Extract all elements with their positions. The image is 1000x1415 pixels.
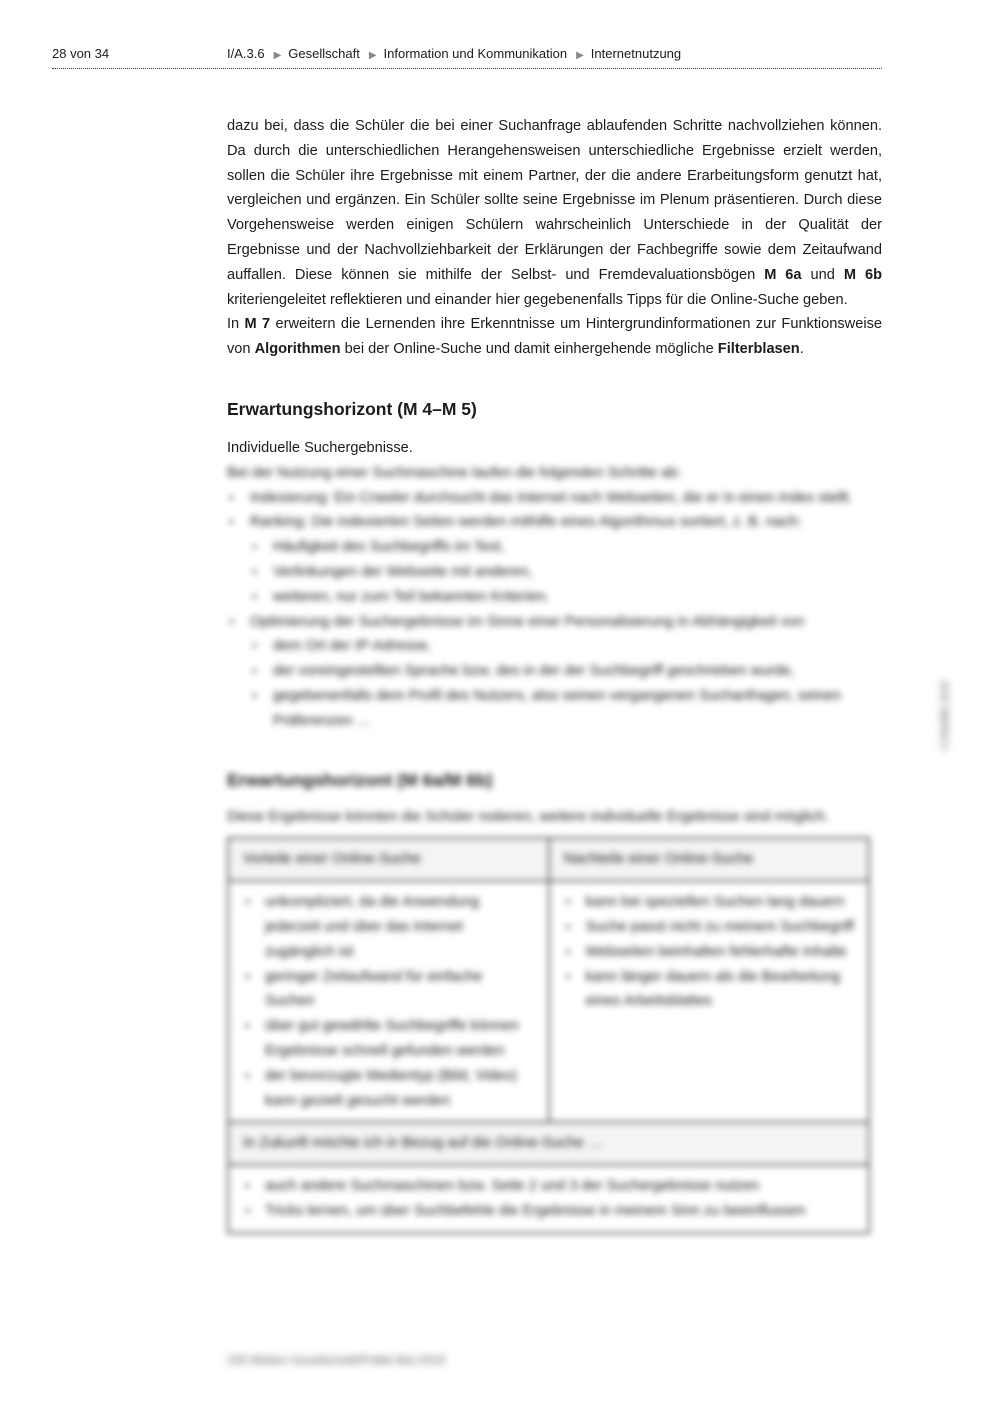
body-paragraph [227, 114, 882, 362]
list-item: ■ unkompliziert, da die Anwendung jederzeit und über das Internet zugänglich ist [243, 890, 534, 964]
copyright-side-note: © RAABE 2019 [940, 680, 951, 750]
breadcrumb-subject: Gesellschaft [288, 46, 360, 61]
list-item: ■ über gut gewählte Suchbegriffe können Ergebnisse schnell gefunden werden [243, 1014, 534, 1064]
page-number: 28 von 34 [52, 46, 110, 61]
cons-cell [549, 881, 870, 1122]
intro-text: dazu bei, dass die Schüler die bei einer Suchanfrage ablaufenden Schritte nachvollziehen können. Da durch die unterschiedlichen Herangehensweisen unterschiedliche Ergebnisse erzielt werden, sollen die Schüler ihre Ergebnisse mit einem Partner, der die andere Erarbeitungsform genutzt hat, vergleichen und ergänzen. Ein Schüler sollte seine Ergebnisse im Plenum präsentieren. Durch diese Vorgehensweise werden einigen Schülern wahrscheinlich Unterschiede in der Qualität der Ergebnisse und der Nachvollziehbarkeit der Erklärungen der Fachbegriffe sowie dem Zeitaufwand auffallen. Diese können sie mithilfe der Selbst- und Fremdevaluationsbögen M 6a und M 6b kriteriengeleitet reflektieren und einander hier gegebenenfalls Tipps für die Online-Suche geben. [227, 118, 882, 308]
steps-intro: Bei der Nutzung einer Suchmaschine laufen die folgenden Schritte ab: [227, 464, 682, 481]
steps-list [227, 486, 882, 734]
list-item: ■ Ranking: Die indexierten Seiten werden mithilfe eines Algorithmus sortiert, z. B. nach: ■ Häufigkeit des Suchbegriffs im Text, ■ Verlinkungen der Webseite mit anderen, ■ weiteren, nur zum Teil bekannten Kriterien. [227, 510, 882, 609]
section-heading-m6: Erwartungshorizont (M 6a/M 6b) [227, 769, 493, 790]
list-item: ■ auch andere Suchmaschinen bzw. Seite 2 und 3 der Suchergebnisse nutzen [243, 1174, 854, 1199]
future-cell [228, 1165, 869, 1233]
list-item: ■ Tricks lernen, um über Suchbefehle die Ergebnisse in meinem Sinn zu beeinflussen [243, 1199, 854, 1224]
list-item: ■ dem Ort der IP-Adresse, [250, 634, 882, 659]
breadcrumb-code: I/A.3.6 [227, 46, 265, 61]
blurred-section [227, 461, 882, 1234]
pros-cell [228, 881, 549, 1122]
breadcrumb-arrow-icon: ▶ [273, 50, 282, 61]
list-item: ■ Webseiten beinhalten fehlerhafte Inhalte [564, 940, 855, 965]
table-header-pros: Vorteile einer Online-Suche [228, 838, 549, 881]
main-content [227, 114, 882, 1234]
list-item: ■ Verlinkungen der Webseite mit anderen, [250, 560, 882, 585]
list-item: ■ Optimierung der Suchergebnisse im Sinne einer Personalisierung in Abhängigkeit von ■ dem Ort der IP-Adresse, ■ der voreingestellten Sprache bzw. des in der der Suchbegriff geschrieben wurde, ■ gegebenenfalls dem Profil des Nutzers, also seinen vergangenen Suchanfragen, seinen Präferenzen … [227, 610, 882, 734]
list-item: ■ weiteren, nur zum Teil bekannten Kriterien. [250, 585, 882, 610]
breadcrumb-arrow-icon: ▶ [576, 50, 584, 61]
m7-text: In M 7 erweitern die Lernenden ihre Erkenntnisse um Hintergrundinformationen zur Funktionsweise von Algorithmen bei der Online-Suche und damit einhergehende mögliche Filterblasen. [227, 316, 882, 358]
list-item: ■ kann bei speziellen Suchen lang dauern [564, 890, 855, 915]
breadcrumb-unit: Internetnutzung [590, 46, 682, 61]
page-header [52, 44, 882, 69]
list-item: ■ der voreingestellten Sprache bzw. des in der der Suchbegriff geschrieben wurde, [250, 659, 882, 684]
suchergebnisse-line: Individuelle Suchergebnisse. [227, 439, 413, 456]
section-heading-m4-m5: Erwartungshorizont (M 4–M 5) [227, 398, 477, 419]
list-item: ■ geringer Zeitaufwand für einfache Suchen [243, 965, 534, 1015]
list-item: ■ Suche passt nicht zu meinem Suchbegriff [564, 915, 855, 940]
breadcrumb-arrow-icon: ▶ [368, 50, 377, 61]
list-item: ■ der bevorzugte Medientyp (Bild, Video) kann gezielt gesucht werden [243, 1064, 534, 1114]
future-header: In Zukunft möchte ich in Bezug auf die Online-Suche … [228, 1122, 869, 1165]
page-footer: 100 Welten Gesellschaft/Politik Mai 2019 [227, 1353, 445, 1367]
list-item: ■ Häufigkeit des Suchbegriffs im Text, [250, 535, 882, 560]
pros-cons-table [227, 837, 870, 1233]
list-item: ■ kann länger dauern als die Bearbeitung eines Arbeitsblattes [564, 965, 855, 1015]
list-item: ■ gegebenenfalls dem Profil des Nutzers, also seinen vergangenen Suchanfragen, seinen Präferenzen … [250, 684, 882, 734]
breadcrumb [227, 44, 681, 66]
table-header-cons: Nachteile einer Online-Suche [549, 838, 870, 881]
list-item: ■ Indexierung: Ein Crawler durchsucht das Internet nach Webseiten, die er in einen Index stellt. [227, 486, 882, 511]
table-intro: Diese Ergebnisse könnten die Schüler notieren, weitere individuelle Ergebnisse sind möglich. [227, 808, 829, 825]
breadcrumb-topic: Information und Kommunikation [383, 46, 568, 61]
